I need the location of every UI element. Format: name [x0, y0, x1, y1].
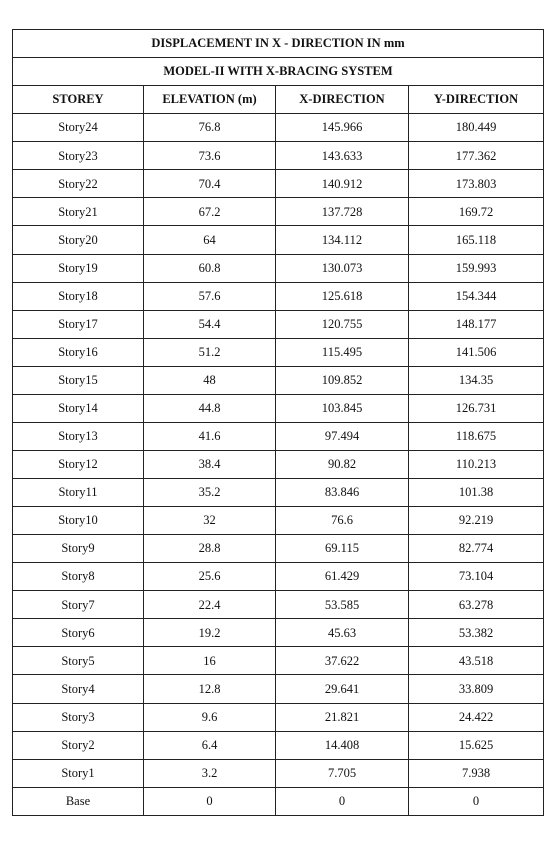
y-direction-cell: 169.72 [409, 198, 544, 226]
table-row [13, 366, 544, 394]
storey-cell: Story10 [13, 507, 144, 535]
x-direction-cell: 14.408 [276, 731, 409, 759]
table-row [13, 703, 544, 731]
table-row [13, 422, 544, 450]
elevation-cell: 16 [144, 647, 276, 675]
elevation-cell: 48 [144, 366, 276, 394]
elevation-cell: 73.6 [144, 142, 276, 170]
table-row [13, 198, 544, 226]
elevation-cell: 25.6 [144, 563, 276, 591]
header-elevation: ELEVATION (m) [144, 86, 276, 114]
table-row [13, 142, 544, 170]
y-direction-cell: 177.362 [409, 142, 544, 170]
table-row [13, 254, 544, 282]
table-row [13, 310, 544, 338]
x-direction-cell: 37.622 [276, 647, 409, 675]
y-direction-cell: 118.675 [409, 422, 544, 450]
x-direction-cell: 21.821 [276, 703, 409, 731]
elevation-cell: 54.4 [144, 310, 276, 338]
elevation-cell: 9.6 [144, 703, 276, 731]
table-row [13, 394, 544, 422]
storey-cell: Story1 [13, 759, 144, 787]
header-x-direction: X-DIRECTION [276, 86, 409, 114]
x-direction-cell: 145.966 [276, 114, 409, 142]
table-row [13, 479, 544, 507]
y-direction-cell: 53.382 [409, 619, 544, 647]
elevation-cell: 3.2 [144, 759, 276, 787]
elevation-cell: 60.8 [144, 254, 276, 282]
header-storey: STOREY [13, 86, 144, 114]
table-body [13, 114, 544, 816]
table-row [13, 114, 544, 142]
table-row [13, 787, 544, 815]
storey-cell: Story21 [13, 198, 144, 226]
storey-cell: Story19 [13, 254, 144, 282]
x-direction-cell: 29.641 [276, 675, 409, 703]
x-direction-cell: 7.705 [276, 759, 409, 787]
y-direction-cell: 180.449 [409, 114, 544, 142]
storey-cell: Story9 [13, 535, 144, 563]
storey-cell: Story11 [13, 479, 144, 507]
x-direction-cell: 0 [276, 787, 409, 815]
table-title: DISPLACEMENT IN X - DIRECTION IN mm [13, 30, 544, 58]
x-direction-cell: 120.755 [276, 310, 409, 338]
x-direction-cell: 140.912 [276, 170, 409, 198]
x-direction-cell: 109.852 [276, 366, 409, 394]
table-row [13, 338, 544, 366]
table-row [13, 563, 544, 591]
table-row [13, 619, 544, 647]
x-direction-cell: 103.845 [276, 394, 409, 422]
table-row [13, 731, 544, 759]
y-direction-cell: 63.278 [409, 591, 544, 619]
x-direction-cell: 69.115 [276, 535, 409, 563]
storey-cell: Story14 [13, 394, 144, 422]
y-direction-cell: 73.104 [409, 563, 544, 591]
table-row [13, 535, 544, 563]
y-direction-cell: 173.803 [409, 170, 544, 198]
storey-cell: Story24 [13, 114, 144, 142]
elevation-cell: 51.2 [144, 338, 276, 366]
table-row [13, 450, 544, 478]
y-direction-cell: 92.219 [409, 507, 544, 535]
table-row [13, 507, 544, 535]
storey-cell: Story4 [13, 675, 144, 703]
x-direction-cell: 76.6 [276, 507, 409, 535]
elevation-cell: 6.4 [144, 731, 276, 759]
x-direction-cell: 45.63 [276, 619, 409, 647]
elevation-cell: 57.6 [144, 282, 276, 310]
y-direction-cell: 101.38 [409, 479, 544, 507]
x-direction-cell: 137.728 [276, 198, 409, 226]
storey-cell: Story2 [13, 731, 144, 759]
storey-cell: Story16 [13, 338, 144, 366]
storey-cell: Story3 [13, 703, 144, 731]
x-direction-cell: 143.633 [276, 142, 409, 170]
table-row [13, 675, 544, 703]
table-subtitle: MODEL-II WITH X-BRACING SYSTEM [13, 58, 544, 86]
x-direction-cell: 53.585 [276, 591, 409, 619]
x-direction-cell: 90.82 [276, 450, 409, 478]
storey-cell: Story23 [13, 142, 144, 170]
storey-cell: Story5 [13, 647, 144, 675]
elevation-cell: 32 [144, 507, 276, 535]
y-direction-cell: 24.422 [409, 703, 544, 731]
storey-cell: Story18 [13, 282, 144, 310]
x-direction-cell: 125.618 [276, 282, 409, 310]
x-direction-cell: 130.073 [276, 254, 409, 282]
elevation-cell: 28.8 [144, 535, 276, 563]
storey-cell: Base [13, 787, 144, 815]
elevation-cell: 41.6 [144, 422, 276, 450]
y-direction-cell: 33.809 [409, 675, 544, 703]
y-direction-cell: 154.344 [409, 282, 544, 310]
storey-cell: Story13 [13, 422, 144, 450]
storey-cell: Story22 [13, 170, 144, 198]
elevation-cell: 0 [144, 787, 276, 815]
elevation-cell: 44.8 [144, 394, 276, 422]
table-row [13, 647, 544, 675]
y-direction-cell: 148.177 [409, 310, 544, 338]
y-direction-cell: 126.731 [409, 394, 544, 422]
x-direction-cell: 97.494 [276, 422, 409, 450]
y-direction-cell: 141.506 [409, 338, 544, 366]
storey-cell: Story15 [13, 366, 144, 394]
table-row [13, 759, 544, 787]
elevation-cell: 70.4 [144, 170, 276, 198]
x-direction-cell: 61.429 [276, 563, 409, 591]
header-y-direction: Y-DIRECTION [409, 86, 544, 114]
storey-cell: Story17 [13, 310, 144, 338]
table-head [13, 30, 544, 114]
elevation-cell: 35.2 [144, 479, 276, 507]
header-row [13, 86, 544, 114]
elevation-cell: 12.8 [144, 675, 276, 703]
subtitle-row [13, 58, 544, 86]
table-row [13, 226, 544, 254]
x-direction-cell: 134.112 [276, 226, 409, 254]
y-direction-cell: 15.625 [409, 731, 544, 759]
y-direction-cell: 43.518 [409, 647, 544, 675]
y-direction-cell: 134.35 [409, 366, 544, 394]
elevation-cell: 19.2 [144, 619, 276, 647]
storey-cell: Story6 [13, 619, 144, 647]
elevation-cell: 22.4 [144, 591, 276, 619]
y-direction-cell: 7.938 [409, 759, 544, 787]
elevation-cell: 67.2 [144, 198, 276, 226]
y-direction-cell: 159.993 [409, 254, 544, 282]
table-row [13, 282, 544, 310]
storey-cell: Story8 [13, 563, 144, 591]
displacement-table [12, 29, 544, 816]
storey-cell: Story7 [13, 591, 144, 619]
storey-cell: Story20 [13, 226, 144, 254]
y-direction-cell: 82.774 [409, 535, 544, 563]
elevation-cell: 64 [144, 226, 276, 254]
y-direction-cell: 165.118 [409, 226, 544, 254]
x-direction-cell: 83.846 [276, 479, 409, 507]
elevation-cell: 38.4 [144, 450, 276, 478]
table-row [13, 591, 544, 619]
title-row [13, 30, 544, 58]
y-direction-cell: 110.213 [409, 450, 544, 478]
x-direction-cell: 115.495 [276, 338, 409, 366]
y-direction-cell: 0 [409, 787, 544, 815]
storey-cell: Story12 [13, 450, 144, 478]
table-row [13, 170, 544, 198]
elevation-cell: 76.8 [144, 114, 276, 142]
